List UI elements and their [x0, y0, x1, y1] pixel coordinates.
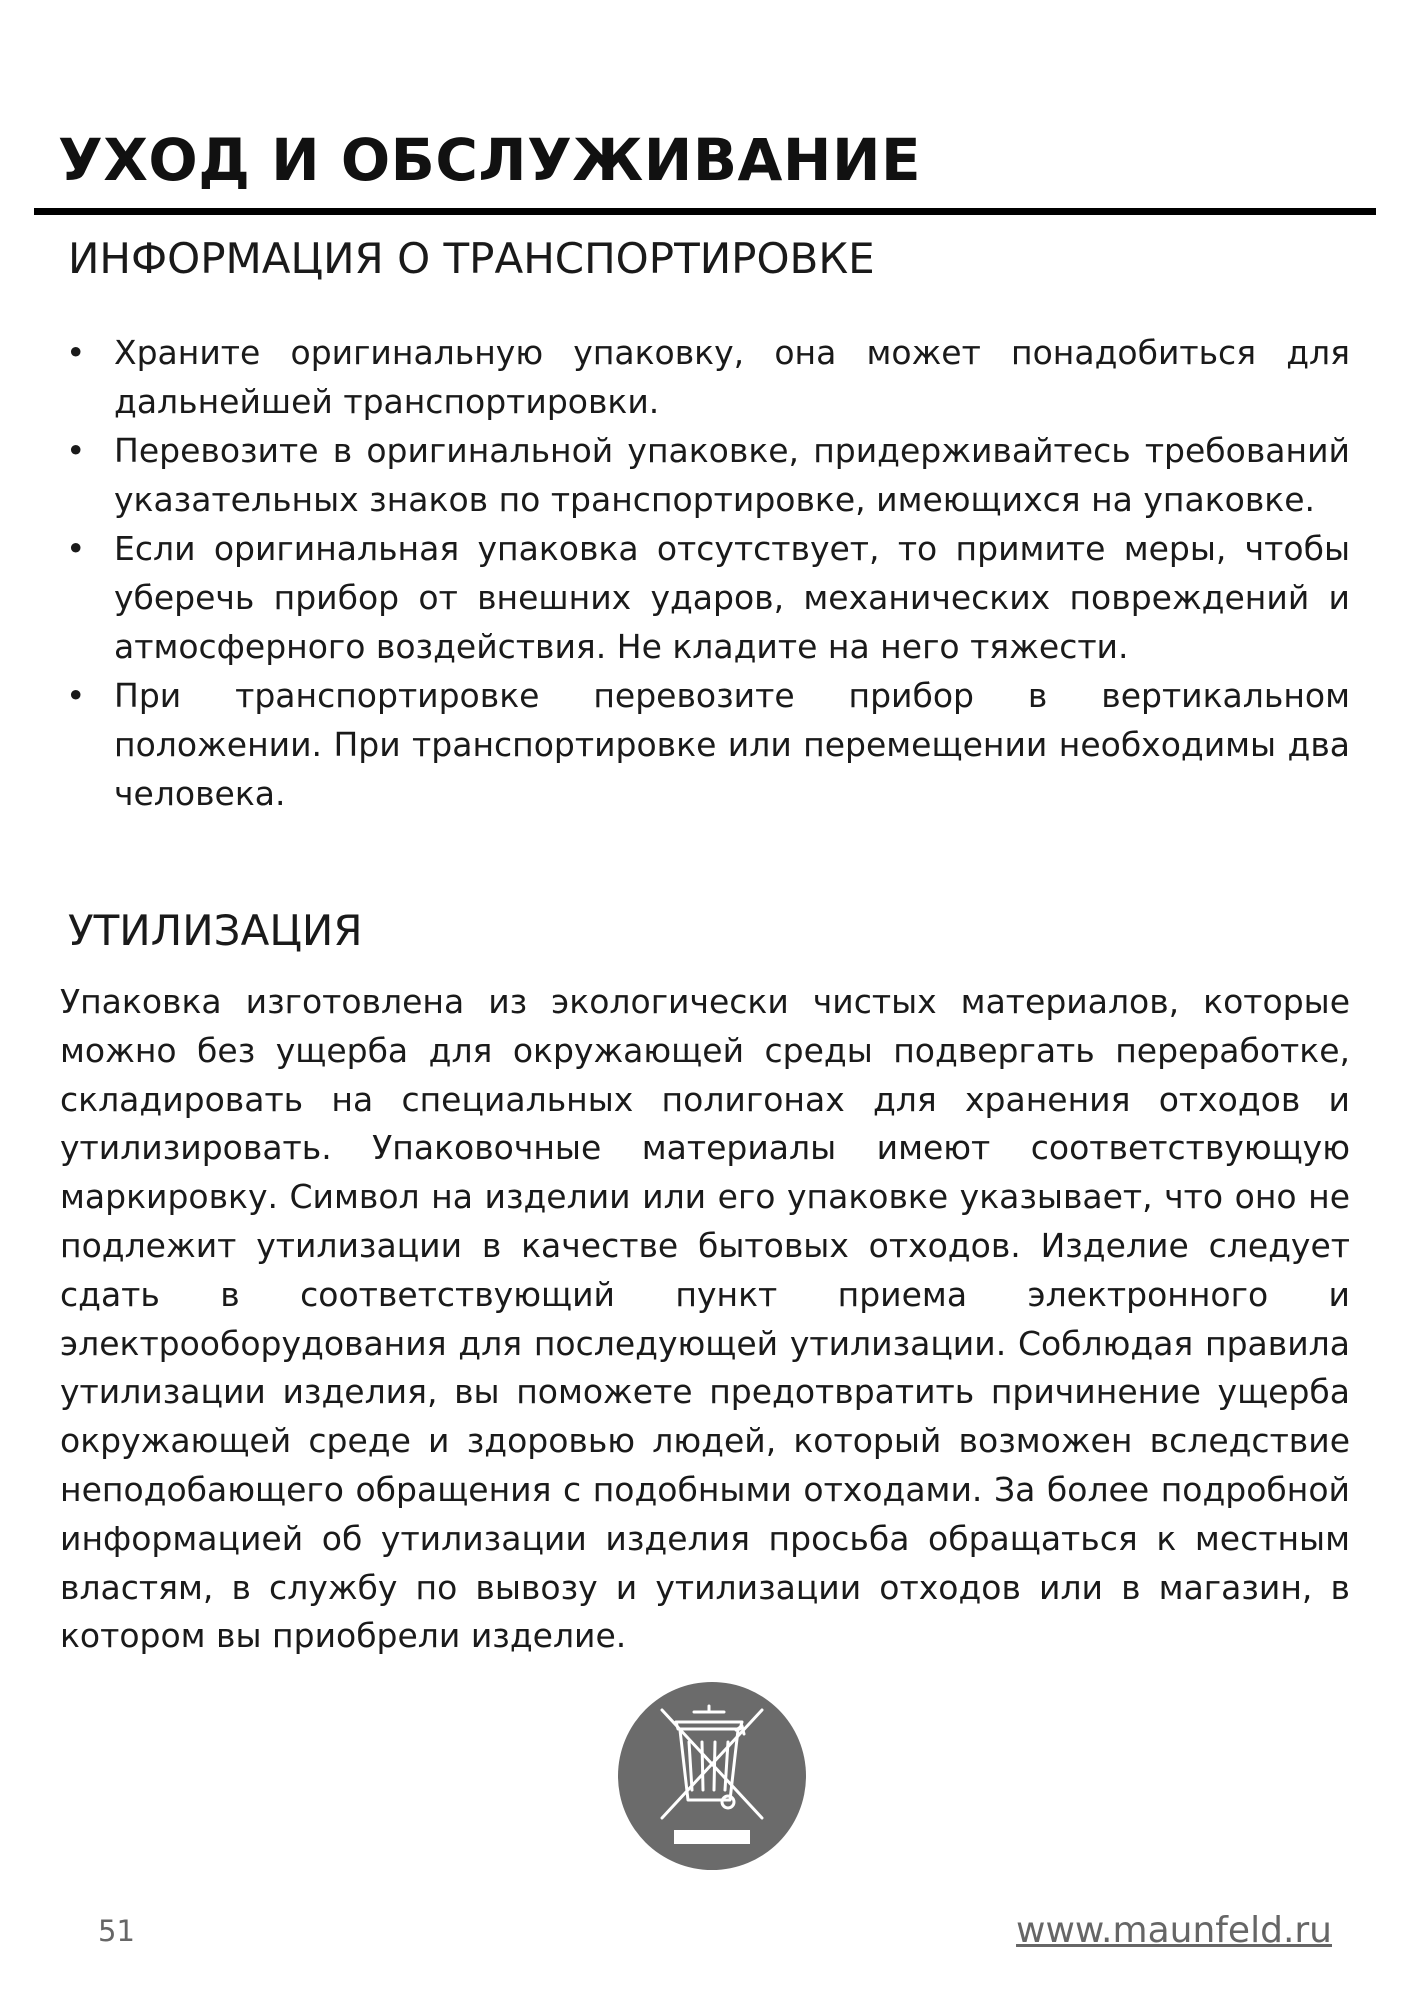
disposal-heading: УТИЛИЗАЦИЯ: [68, 906, 363, 955]
list-item-text: Если оригинальная упаковка отсутствует, то примите меры, чтобы уберечь прибор от внешних ударов, механических повреждений и атмосферного воздействия. Не кладите на него тяжести.: [114, 529, 1350, 666]
title-divider: [34, 208, 1376, 215]
list-item: [66, 426, 1350, 524]
bullet-icon: •: [66, 431, 86, 470]
bullet-icon: •: [66, 529, 86, 568]
list-item-text: Храните оригинальную упаковку, она может понадобиться для дальнейшей транспортировки.: [114, 333, 1350, 421]
symbol-underbar: [674, 1830, 750, 1844]
list-item: [66, 328, 1350, 426]
transport-heading: ИНФОРМАЦИЯ О ТРАНСПОРТИРОВКЕ: [68, 234, 875, 283]
page-number: 51: [98, 1914, 135, 1948]
list-item: [66, 524, 1350, 671]
page-title: УХОД И ОБСЛУЖИВАНИЕ: [58, 126, 922, 194]
list-item-text: Перевозите в оригинальной упаковке, придерживайтесь требований указательных знаков по транспортировке, имеющихся на упаковке.: [114, 431, 1350, 519]
list-item: [66, 671, 1350, 818]
bullet-icon: •: [66, 676, 86, 715]
list-item-text: При транспортировке перевозите прибор в вертикальном положении. При транспортировке или перемещении необходимы два человека.: [114, 676, 1350, 813]
crossed-out-wheelie-bin-icon: [618, 1682, 806, 1870]
bullet-icon: •: [66, 333, 86, 372]
transport-list: [66, 328, 1350, 818]
disposal-paragraph: Упаковка изготовлена из экологически чистых материалов, которые можно без ущерба для окружающей среды подвергать переработке, складировать на специальных полигонах для хранения отходов и утилизировать. Упаковочные материалы имеют соответствующую маркировку. Символ на изделии или его упаковке указывает, что оно не подлежит утилизации в качестве бытовых отходов. Изделие следует сдать в соответствующий пункт приема электронного и электрооборудования для последующей утилизации. Соблюдая правила утилизации изделия, вы поможете предотвратить причинение ущерба окружающей среде и здоровью людей, который возможен вследствие неподобающего обращения с подобными отходами. За более подробной информацией об утилизации изделия просьба обращаться к местным властям, в службу по вывозу и утилизации отходов или в магазин, в котором вы приобрели изделие.: [60, 982, 1350, 1656]
website-link[interactable]: www.maunfeld.ru: [1016, 1910, 1332, 1951]
